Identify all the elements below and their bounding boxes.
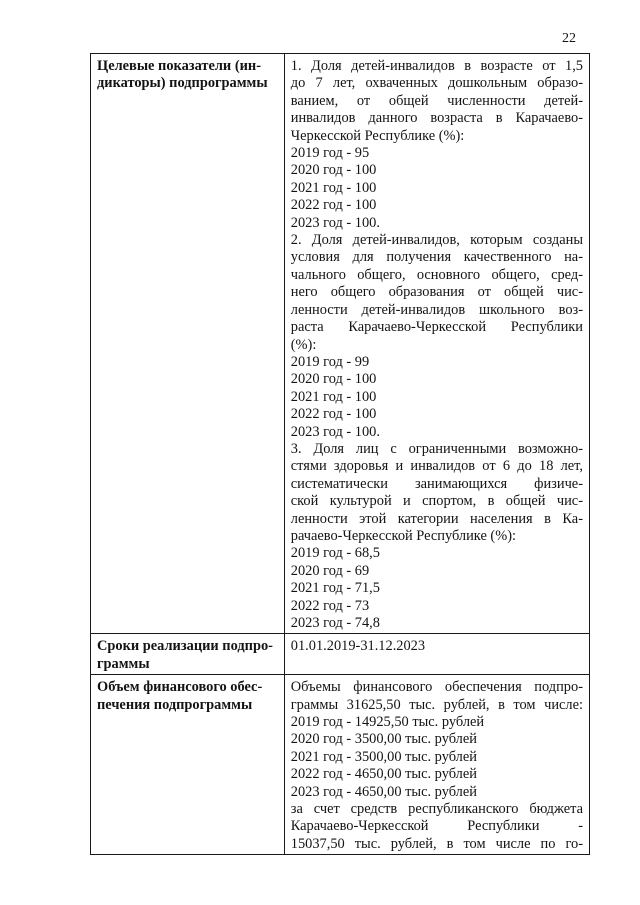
value-line: 2023 год - 74,8 — [290, 615, 380, 631]
value-line: 2020 год - 100 — [290, 162, 377, 179]
label-line: печения подпрограммы — [97, 696, 253, 713]
value-line: систематически занимающихся физиче- — [290, 475, 583, 492]
value-line: ленности детей-инвалидов школьного воз- — [290, 301, 583, 318]
page-number: 22 — [562, 31, 576, 46]
row-label-cell — [91, 54, 285, 634]
label-line: Сроки реализации подпро- — [97, 638, 273, 655]
implementation-period-row — [91, 634, 590, 675]
value-line: условия для получения качественного на- — [290, 249, 583, 266]
value-line: 01.01.2019-31.12.2023 — [290, 638, 426, 655]
value-line: 2019 год - 14925,50 тыс. рублей — [290, 714, 485, 731]
target-indicators-row — [91, 54, 590, 634]
value-line: Объемы финансового обеспечения подпро- — [290, 679, 583, 696]
value-line: инвалидов данного возраста в Карачаево- — [290, 110, 583, 127]
value-line: до 7 лет, охваченных дошкольным образо- — [290, 75, 583, 92]
value-line: за счет средств республиканского бюджета — [290, 801, 583, 818]
value-line: 2020 год - 69 — [290, 562, 370, 579]
label-line: Объем финансового обес- — [97, 679, 263, 696]
value-line: 2021 год - 71,5 — [290, 580, 380, 597]
value-line: 2019 год - 99 — [290, 353, 370, 370]
value-line: 2022 год - 4650,00 тыс. рублей — [290, 766, 477, 783]
value-line: 2. Доля детей-инвалидов, которым созданы — [290, 232, 583, 249]
value-line: 2023 год - 100. — [290, 423, 380, 440]
value-line: 1. Доля детей-инвалидов в возрасте от 1,5 — [290, 58, 583, 74]
value-line: ванием, от общей численности детей- — [290, 92, 583, 109]
value-line: 2023 год - 100. — [290, 214, 380, 231]
row-label-cell — [91, 634, 285, 675]
label-line: дикаторы) подпрограммы — [97, 75, 268, 92]
value-line: ленности этой категории населения в Ка- — [290, 510, 583, 527]
value-line: граммы 31625,50 тыс. рублей, в том числе: — [290, 696, 583, 713]
value-line: 2020 год - 100 — [290, 371, 377, 388]
label-line: граммы — [97, 655, 150, 672]
value-line: 2019 год - 68,5 — [290, 545, 380, 562]
value-line: 2021 год - 100 — [290, 179, 377, 196]
value-line: 2020 год - 3500,00 тыс. рублей — [290, 731, 477, 748]
value-line: 2022 год - 73 — [290, 597, 370, 614]
row-label-cell — [91, 675, 285, 855]
value-line: чального общего, основного общего, сред- — [290, 266, 583, 283]
value-line: (%): — [290, 336, 317, 353]
value-line: 2022 год - 100 — [290, 197, 377, 214]
value-line: него общего образования от общей чис- — [290, 284, 583, 301]
value-line: Карачаево-Черкесской Республики - — [290, 818, 583, 835]
value-line: 2023 год - 4650,00 тыс. рублей — [290, 783, 477, 800]
value-line: 2021 год - 3500,00 тыс. рублей — [290, 748, 477, 765]
value-line: 2019 год - 95 — [290, 145, 370, 162]
value-line: 15037,50 тыс. рублей, в том числе по го- — [290, 835, 583, 852]
label-line: Целевые показатели (ин- — [97, 58, 261, 74]
value-line: стями здоровья и инвалидов от 6 до 18 лет, — [290, 458, 583, 475]
row-value-cell — [284, 54, 589, 634]
value-line: раста Карачаево-Черкесской Республики — [290, 319, 583, 336]
value-line: Черкесской Республике (%): — [290, 127, 465, 144]
value-line: 3. Доля лиц с ограниченными возможно- — [290, 440, 583, 457]
value-line: 2022 год - 100 — [290, 406, 377, 423]
subprogram-passport-table — [90, 53, 590, 855]
value-line: 2021 год - 100 — [290, 388, 377, 405]
value-line: рачаево-Черкесской Республике (%): — [290, 527, 516, 544]
row-value-cell — [284, 634, 589, 675]
row-value-cell — [284, 675, 589, 855]
funding-volume-row — [91, 675, 590, 855]
value-line: ской культурой и спортом, в общей чис- — [290, 493, 583, 510]
